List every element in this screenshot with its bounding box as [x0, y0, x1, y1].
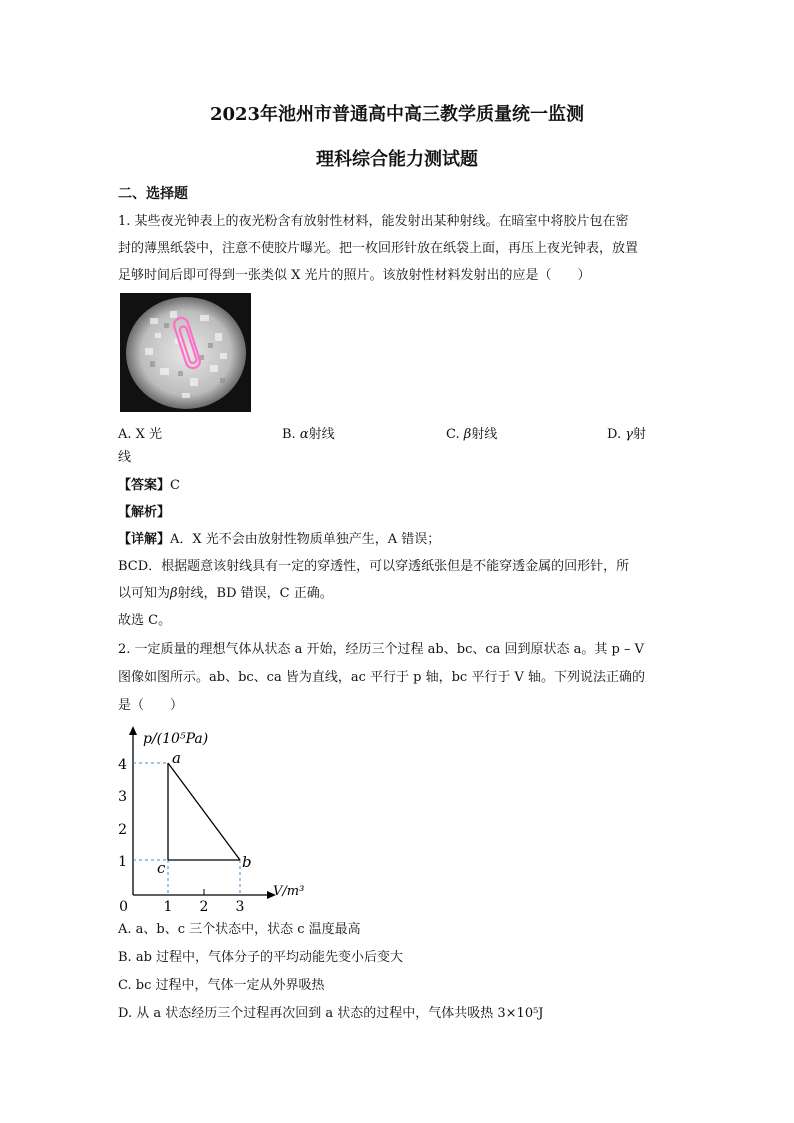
q1-analysis-tag: 【解析】	[118, 505, 171, 520]
q2-option-c: C. bc 过程中，气体一定从外界吸热	[118, 978, 325, 993]
x-tick: 3	[235, 899, 245, 913]
y-axis-arrow	[129, 726, 137, 735]
page-title: 2023年池州市普通高中高三教学质量统一监测	[209, 104, 585, 125]
q1-option-d-wrap: 线	[118, 450, 132, 465]
q1-option-b: B. α射线	[282, 427, 335, 442]
y-tick: 4	[118, 757, 127, 773]
process-ab	[168, 763, 240, 860]
xray-photo	[120, 293, 251, 412]
q2-option-b: B. ab 过程中，气体分子的平均动能先变小后变大	[118, 950, 404, 965]
q2-text-line3: 是（ ）	[118, 698, 184, 713]
pv-graph	[113, 723, 323, 913]
y-tick: 2	[118, 822, 127, 838]
q1-text-line2: 封的薄黑纸袋中，注意不使胶片曝光。把一枚回形针放在纸袋上面，再压上夜光钟表，放置	[118, 241, 639, 256]
page-subtitle: 理科综合能力测试题	[316, 149, 478, 170]
section-heading: 二、选择题	[118, 186, 188, 202]
q2-option-a: A. a、b、c 三个状态中，状态 c 温度最高	[118, 922, 361, 937]
q1-option-d: D. γ射	[607, 427, 647, 442]
q2-text-line1: 2. 一定质量的理想气体从状态 a 开始，经历三个过程 ab、bc、ca 回到原状态 a。其 p – V	[118, 642, 645, 657]
point-a-label: a	[172, 749, 181, 767]
q1-bcd-line1: BCD．根据题意该射线具有一定的穿透性，可以穿透纸张但是不能穿透金属的回形针，所	[118, 559, 630, 574]
q1-answer: 【答案】C	[118, 478, 180, 493]
point-c-label: c	[157, 859, 166, 877]
q1-option-c: C. β射线	[446, 427, 498, 442]
y-tick: 1	[118, 854, 127, 870]
x-tick: 2	[199, 899, 209, 913]
q2-text-line2: 图像如图所示。ab、bc、ca 皆为直线，ac 平行于 p 轴，bc 平行于 V 轴。下列说法正确的	[118, 670, 645, 685]
y-axis-label: p/(10⁵Pa)	[143, 731, 209, 747]
point-b-label: b	[242, 853, 252, 871]
q1-text-line3: 足够时间后即可得到一张类似 X 光片的照片。该放射性材料发射出的应是（ ）	[118, 268, 591, 283]
q1-choose: 故选 C。	[118, 613, 172, 628]
q1-detail: 【详解】A．X 光不会由放射性物质单独产生，A 错误；	[118, 532, 441, 547]
origin-label: 0	[119, 899, 128, 913]
q2-option-d: D. 从 a 状态经历三个过程再次回到 a 状态的过程中，气体共吸热 3×10⁵J	[118, 1006, 544, 1021]
x-axis-label: V/m³	[273, 884, 305, 899]
q1-option-a: A. X 光	[118, 427, 163, 442]
q1-text-line1: 1. 某些夜光钟表上的夜光粉含有放射性材料，能发射出某种射线。在暗室中将胶片包在密	[118, 214, 629, 229]
x-tick: 1	[163, 899, 173, 913]
y-tick: 3	[118, 789, 127, 805]
q1-bcd-line2: 以可知为β射线，BD 错误，C 正确。	[118, 586, 333, 601]
